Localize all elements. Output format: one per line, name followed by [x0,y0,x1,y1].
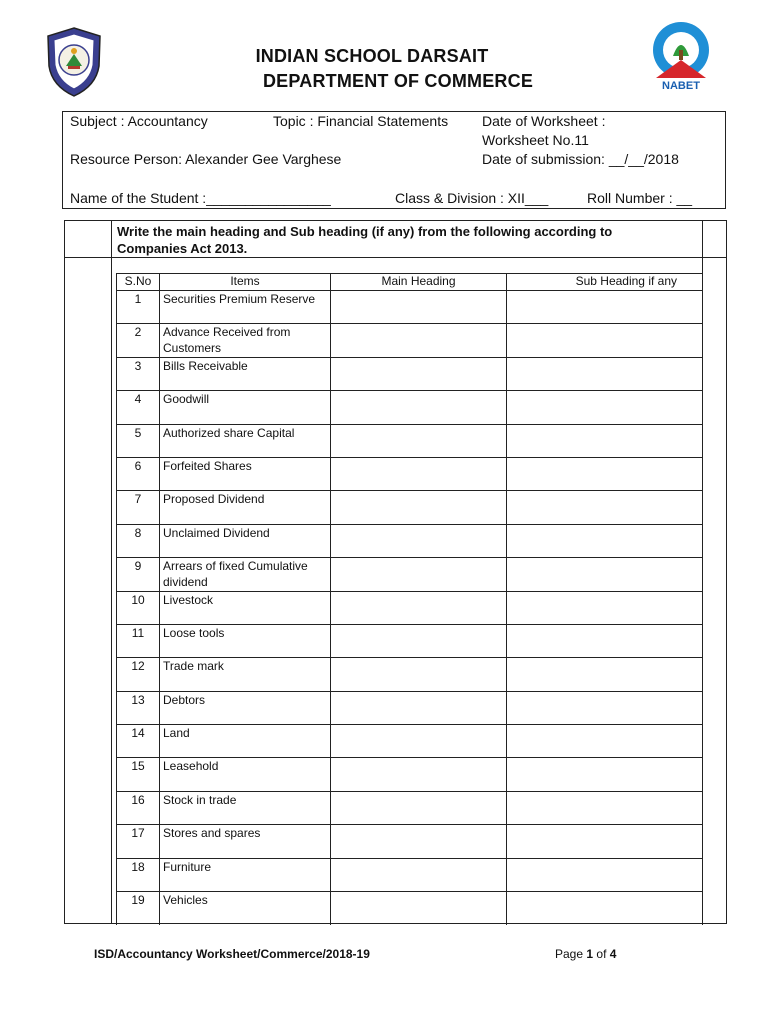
row-item: Forfeited Shares [160,457,331,490]
page-number: Page 1 of 4 [555,947,617,961]
row-sub-heading-answer[interactable] [507,491,703,524]
row-main-heading-answer[interactable] [331,624,507,657]
row-main-heading-answer[interactable] [331,825,507,858]
row-sno: 3 [117,357,160,390]
worksheet-number: Worksheet No.11 [482,132,589,148]
row-main-heading-answer[interactable] [331,892,507,925]
row-sub-heading-answer[interactable] [507,691,703,724]
svg-text:NABET: NABET [662,80,700,92]
row-sno: 18 [117,858,160,891]
school-name: INDIAN SCHOOL DARSAIT [255,46,489,66]
table-row [117,892,703,925]
row-sno: 16 [117,791,160,824]
row-sub-heading-answer[interactable] [507,758,703,791]
frame-header-divider [65,257,726,258]
row-sub-heading-answer[interactable] [507,558,703,591]
row-sno: 13 [117,691,160,724]
row-sno: 12 [117,658,160,691]
row-main-heading-answer[interactable] [331,858,507,891]
row-sub-heading-answer[interactable] [507,591,703,624]
table-row [117,758,703,791]
row-item: Securities Premium Reserve [160,291,331,324]
row-sno: 7 [117,491,160,524]
row-sno: 9 [117,558,160,591]
row-item: Proposed Dividend [160,491,331,524]
table-row [117,524,703,557]
row-sno: 1 [117,291,160,324]
department-name: DEPARTMENT OF COMMERCE [262,71,534,91]
sub-heading-header: Sub Heading if any [507,274,703,291]
topic-label: Topic : Financial Statements [273,113,449,129]
student-name-field: Name of the Student :________________ [70,190,331,206]
table-row [117,658,703,691]
row-item: Debtors [160,691,331,724]
table-row [117,424,703,457]
row-sub-heading-answer[interactable] [507,825,703,858]
row-main-heading-answer[interactable] [331,491,507,524]
items-header: Items [160,274,331,291]
row-item: Land [160,725,331,758]
table-row [117,791,703,824]
row-main-heading-answer[interactable] [331,791,507,824]
footer-reference: ISD/Accountancy Worksheet/Commerce/2018-19 [94,947,370,961]
table-row [117,491,703,524]
row-item: Stock in trade [160,791,331,824]
row-sub-heading-answer[interactable] [507,357,703,390]
row-item: Stores and spares [160,825,331,858]
row-main-heading-answer[interactable] [331,658,507,691]
table-row [117,624,703,657]
row-sub-heading-answer[interactable] [507,658,703,691]
table-row [117,324,703,357]
frame-left-divider [111,221,112,923]
sno-header: S.No [117,274,160,291]
row-main-heading-answer[interactable] [331,457,507,490]
row-sub-heading-answer[interactable] [507,391,703,424]
table-row [117,825,703,858]
row-sno: 2 [117,324,160,357]
items-table [116,273,703,925]
row-item: Advance Received from Customers [160,324,331,357]
main-heading-header: Main Heading [331,274,507,291]
row-item: Bills Receivable [160,357,331,390]
row-item: Vehicles [160,892,331,925]
row-sno: 14 [117,725,160,758]
row-main-heading-answer[interactable] [331,725,507,758]
row-item: Trade mark [160,658,331,691]
date-of-worksheet-label: Date of Worksheet : [482,113,606,129]
row-main-heading-answer[interactable] [331,357,507,390]
row-sub-heading-answer[interactable] [507,791,703,824]
row-sub-heading-answer[interactable] [507,291,703,324]
worksheet-info-box [62,111,726,209]
row-sub-heading-answer[interactable] [507,424,703,457]
row-item: Unclaimed Dividend [160,524,331,557]
row-sub-heading-answer[interactable] [507,457,703,490]
row-sno: 5 [117,424,160,457]
row-item: Arrears of fixed Cumulative dividend [160,558,331,591]
table-row [117,591,703,624]
row-sno: 15 [117,758,160,791]
row-main-heading-answer[interactable] [331,291,507,324]
row-item: Loose tools [160,624,331,657]
table-row [117,291,703,324]
table-row [117,558,703,591]
row-item: Goodwill [160,391,331,424]
date-of-submission-label: Date of submission: __/__/2018 [482,151,679,167]
row-main-heading-answer[interactable] [331,324,507,357]
row-main-heading-answer[interactable] [331,691,507,724]
row-main-heading-answer[interactable] [331,524,507,557]
row-item: Authorized share Capital [160,424,331,457]
row-sub-heading-answer[interactable] [507,624,703,657]
class-division-field: Class & Division : XII___ [395,190,549,206]
row-sub-heading-answer[interactable] [507,892,703,925]
table-row [117,357,703,390]
row-sno: 8 [117,524,160,557]
row-item: Leasehold [160,758,331,791]
row-sub-heading-answer[interactable] [507,725,703,758]
table-row [117,457,703,490]
row-sno: 10 [117,591,160,624]
row-sno: 6 [117,457,160,490]
row-item: Furniture [160,858,331,891]
row-sno: 17 [117,825,160,858]
row-sno: 4 [117,391,160,424]
row-item: Livestock [160,591,331,624]
table-row [117,391,703,424]
resource-person-label: Resource Person: Alexander Gee Varghese [70,151,342,167]
row-sno: 11 [117,624,160,657]
row-sno: 19 [117,892,160,925]
table-header-row [117,274,703,291]
table-row [117,858,703,891]
table-row [117,691,703,724]
row-main-heading-answer[interactable] [331,758,507,791]
row-sub-heading-answer[interactable] [507,324,703,357]
row-main-heading-answer[interactable] [331,591,507,624]
row-sub-heading-answer[interactable] [507,858,703,891]
table-body [117,291,703,925]
row-main-heading-answer[interactable] [331,424,507,457]
instruction-text: Write the main heading and Sub heading (if any) from the following according to Companies Act 2013. [117,224,613,256]
row-sub-heading-answer[interactable] [507,524,703,557]
roll-number-field: Roll Number : __ [587,190,693,206]
subject-label: Subject : Accountancy [70,113,208,129]
row-main-heading-answer[interactable] [331,391,507,424]
table-row [117,725,703,758]
row-main-heading-answer[interactable] [331,558,507,591]
